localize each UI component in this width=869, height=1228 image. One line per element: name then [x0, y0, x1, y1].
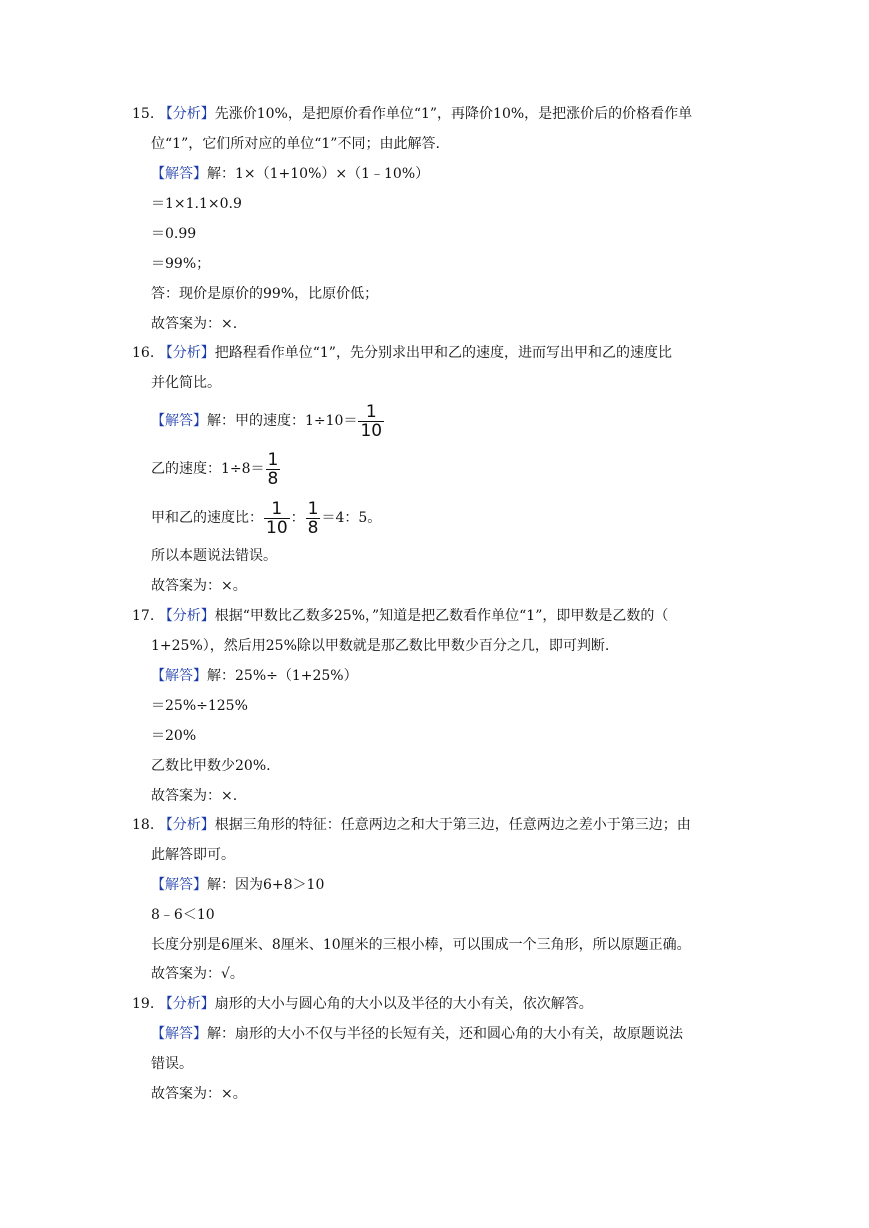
answer-tag: 【解答】 — [151, 668, 207, 684]
question-number: 18. — [132, 817, 155, 833]
answer-tag: 【解答】 — [151, 166, 207, 182]
q18-step1: 8﹣6＜10 — [151, 907, 215, 923]
q17-final-answer: 故答案为：×. — [151, 788, 238, 804]
question-number: 17. — [132, 608, 155, 624]
q19-answer-line2: 错误。 — [151, 1056, 193, 1072]
yi-speed-text: 乙的速度：1÷8＝ — [151, 461, 265, 477]
q15-conclusion: 答：现价是原价的99%，比原价低； — [151, 286, 379, 302]
ratio-label: 甲和乙的速度比： — [151, 510, 263, 526]
analysis-text: 根据三角形的特征：任意两边之和大于第三边，任意两边之差小于第三边；由 — [214, 817, 691, 833]
q18-analysis-line1 — [132, 815, 691, 835]
ratio-colon: ： — [290, 510, 305, 526]
question-number: 19. — [132, 996, 155, 1012]
answer-text: 解：甲的速度：1÷10＝ — [207, 413, 358, 429]
q16-final-answer: 故答案为：×。 — [151, 578, 247, 594]
analysis-tag: 【分析】 — [158, 345, 215, 361]
q16-analysis-line1 — [132, 343, 672, 363]
q16-answer-line — [151, 402, 385, 440]
answer-tag: 【解答】 — [151, 877, 207, 893]
q17-answer-line — [151, 666, 358, 686]
analysis-tag: 【分析】 — [158, 817, 215, 833]
fraction-one-eighth: $\frac{1}{8}$ — [267, 449, 279, 489]
q17-step1: ＝25%÷125% — [151, 698, 248, 714]
question-number: 15. — [132, 106, 155, 122]
q17-step2: ＝20% — [151, 728, 197, 744]
q18-conclusion: 长度分别是6厘米、8厘米、10厘米的三根小棒，可以围成一个三角形，所以原题正确。 — [151, 937, 691, 953]
q15-step3: ＝99%； — [151, 256, 211, 272]
answer-tag: 【解答】 — [151, 413, 207, 429]
analysis-tag: 【分析】 — [158, 106, 215, 122]
q15-answer-line — [151, 164, 429, 184]
answer-text: 解：25%÷（1+25%） — [207, 668, 358, 684]
q16-ratio-line — [151, 499, 381, 537]
ratio-result: ＝4：5。 — [321, 510, 382, 526]
fraction-one-tenth: $\frac{1}{10}$ — [360, 401, 383, 441]
q15-analysis-line2: 位“1”，它们所对应的单位“1”不同；由此解答. — [151, 136, 440, 152]
q15-step1: ＝1×1.1×0.9 — [151, 196, 242, 212]
q18-final-answer: 故答案为：√。 — [151, 966, 244, 982]
q15-analysis-line1 — [132, 104, 692, 124]
answer-text: 解：1×（1+10%）×（1﹣10%） — [207, 166, 430, 182]
analysis-tag: 【分析】 — [158, 996, 215, 1012]
q19-analysis-line1 — [132, 994, 593, 1014]
q15-step2: ＝0.99 — [151, 226, 197, 242]
q16-analysis-line2: 并化简比。 — [151, 375, 221, 391]
analysis-text: 先涨价10%，是把原价看作单位“1”，再降价10%，是把涨价后的价格看作单 — [214, 106, 693, 122]
q16-yi-speed-line — [151, 450, 281, 488]
analysis-text: 根据“甲数比乙数多25%，”知道是把乙数看作单位“1”，即甲数是乙数的（ — [214, 608, 669, 624]
analysis-text: 把路程看作单位“1”，先分别求出甲和乙的速度，进而写出甲和乙的速度比 — [214, 345, 672, 361]
answer-text: 解：因为6+8＞10 — [207, 877, 325, 893]
q19-final-answer: 故答案为：×。 — [151, 1086, 247, 1102]
ratio-fraction-one-eighth: $\frac{1}{8}$ — [307, 498, 319, 538]
answer-tag: 【解答】 — [151, 1026, 207, 1042]
q17-analysis-line2: 1+25%），然后用25%除以甲数就是那乙数比甲数少百分之几，即可判断. — [151, 638, 610, 654]
q18-answer-line — [151, 875, 324, 895]
question-number: 16. — [132, 345, 155, 361]
q18-analysis-line2: 此解答即可。 — [151, 847, 235, 863]
analysis-tag: 【分析】 — [158, 608, 215, 624]
q16-wrong-statement: 所以本题说法错误。 — [151, 548, 277, 564]
q15-final-answer: 故答案为：×. — [151, 316, 238, 332]
q17-analysis-line1 — [132, 606, 668, 626]
answer-text: 解：扇形的大小不仅与半径的长短有关，还和圆心角的大小有关，故原题说法 — [207, 1026, 683, 1042]
q19-answer-line — [151, 1024, 683, 1044]
analysis-text: 扇形的大小与圆心角的大小以及半径的大小有关，依次解答。 — [214, 996, 593, 1012]
ratio-fraction-one-tenth: $\frac{1}{10}$ — [266, 498, 288, 538]
q17-conclusion: 乙数比甲数少20%. — [151, 758, 271, 774]
